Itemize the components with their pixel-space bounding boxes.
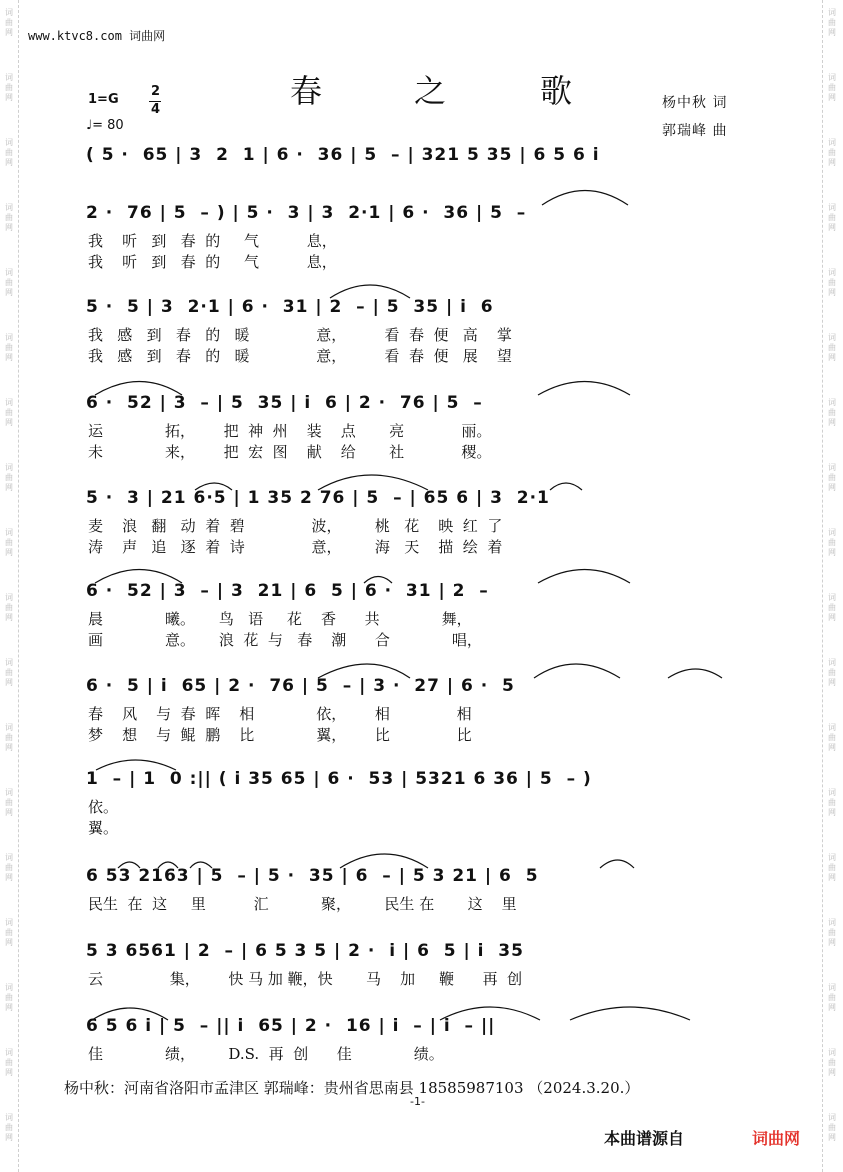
watermark-text: 词 曲 网 — [828, 918, 836, 947]
watermark-text: 词 曲 网 — [5, 398, 13, 427]
watermark-text: 词 曲 网 — [828, 333, 836, 362]
watermark-text: 词 曲 网 — [5, 8, 13, 37]
slur-arc — [668, 669, 722, 678]
lyric-line-1: 依。 — [88, 798, 119, 816]
watermark-text: 词 曲 网 — [5, 593, 13, 622]
watermark-text: 词 曲 网 — [828, 658, 836, 687]
notation-line: 1 – | 1 0 :|| ( i 35 65 | 6 · 53 | 5321 6 36 | 5 – ) — [86, 769, 592, 789]
lyric-line-1: 云 集， 快 马 加 鞭，快 马 加 鞭 再 创 — [88, 970, 523, 988]
notation-line: 5 · 5 | 3 2·1 | 6 · 31 | 2 – | 5 35 | i 6 — [86, 297, 494, 317]
source-label: 本曲谱源自 — [604, 1129, 685, 1148]
notation-line: 5 · 3 | 21 6·5 | 1 35 2 76 | 5 – | 65 6 | 3 2·1 — [86, 488, 550, 508]
notation-line: 5 3 6561 | 2 – | 6 5 3 5 | 2 · i | 6 5 | i 35 — [86, 941, 524, 961]
tempo-mark: ♩= 80 — [86, 118, 124, 133]
watermark-text: 词 曲 网 — [5, 788, 13, 817]
site-url: www.ktvc8.com 词曲网 — [28, 29, 166, 43]
title-char-3: 歌 — [540, 72, 573, 110]
lyric-line-2: 我 听 到 春 的 气 息， — [88, 253, 337, 271]
slur-arc — [550, 483, 582, 490]
time-signature-top: 2 — [151, 84, 161, 99]
lyric-line-1: 春 风 与 春 晖 相 依， 相 相 — [88, 705, 472, 723]
watermark-text: 词 曲 网 — [828, 203, 836, 232]
notation-line: 6 · 5 | i 65 | 2 · 76 | 5 – | 3 · 27 | 6 · 5 — [86, 676, 515, 696]
slur-arc — [534, 664, 620, 678]
lyric-line-2: 翼。 — [88, 819, 119, 837]
notation-line: 2 · 76 | 5 – ) | 5 · 3 | 3 2·1 | 6 · 36 | 5 – — [86, 203, 527, 223]
watermark-text: 词 曲 网 — [828, 1048, 836, 1077]
watermark-text: 词 曲 网 — [5, 983, 13, 1012]
slur-arc — [570, 1007, 690, 1020]
watermark-text: 词 曲 网 — [828, 593, 836, 622]
lyric-line-1: 运 拓， 把 神 州 装 点 亮 丽。 — [88, 422, 492, 440]
watermark-text: 词 曲 网 — [5, 463, 13, 492]
source-brand-logo: 词曲网 — [752, 1129, 801, 1148]
lyric-line-2: 我 感 到 春 的 暖 意， 看 春 便 展 望 — [88, 347, 512, 365]
lyric-line-2: 涛 声 追 逐 着 诗 意， 海 天 描 绘 着 — [88, 538, 503, 556]
lyric-line-1: 我 听 到 春 的 气 息， — [88, 232, 337, 250]
watermark-text: 词 曲 网 — [5, 1113, 13, 1142]
watermark-text: 词 曲 网 — [5, 73, 13, 102]
title-char-2: 之 — [414, 72, 447, 110]
page-number: -1- — [410, 1095, 425, 1108]
watermark-text: 词 曲 网 — [828, 73, 836, 102]
lyricist-credit: 杨中秋 词 — [662, 95, 728, 111]
author-addresses: 杨中秋：河南省洛阳市孟津区 郭瑞峰：贵州省思南县 18585987103 （2024.3.20.） — [64, 1079, 640, 1097]
lyric-line-1: 佳 绩， D.S. 再 创 佳 绩。 — [88, 1045, 444, 1063]
watermark-text: 词 曲 网 — [5, 723, 13, 752]
lyric-line-2: 梦 想 与 鲲 鹏 比 翼， 比 比 — [88, 726, 472, 744]
right-watermark-column — [822, 0, 841, 1172]
watermark-text: 词 曲 网 — [5, 138, 13, 167]
title-char-1: 春 — [290, 72, 323, 110]
watermark-text: 词 曲 网 — [828, 983, 836, 1012]
watermark-text: 词 曲 网 — [828, 528, 836, 557]
watermark-text: 词 曲 网 — [828, 8, 836, 37]
lyric-line-1: 我 感 到 春 的 暖 意， 看 春 便 高 掌 — [88, 326, 512, 344]
slur-arc — [538, 570, 630, 584]
watermark-text: 词 曲 网 — [5, 528, 13, 557]
watermark-text: 词 曲 网 — [828, 1113, 836, 1142]
watermark-text: 词 曲 网 — [828, 723, 836, 752]
watermark-text: 词 曲 网 — [828, 788, 836, 817]
watermark-text: 词 曲 网 — [5, 1048, 13, 1077]
lyric-line-2: 未 来， 把 宏 图 献 给 社 稷。 — [88, 443, 492, 461]
watermark-text: 词 曲 网 — [5, 203, 13, 232]
slur-arc — [538, 382, 630, 396]
watermark-text: 词 曲 网 — [828, 853, 836, 882]
watermark-text: 词 曲 网 — [828, 398, 836, 427]
composer-credit: 郭瑞峰 曲 — [662, 123, 728, 139]
watermark-text: 词 曲 网 — [5, 853, 13, 882]
watermark-text: 词 曲 网 — [5, 658, 13, 687]
watermark-text: 词 曲 网 — [828, 463, 836, 492]
watermark-text: 词 曲 网 — [828, 138, 836, 167]
lyric-line-1: 晨 曦。 鸟 语 花 香 共 舞， — [88, 610, 472, 628]
watermark-text: 词 曲 网 — [828, 268, 836, 297]
notation-line: 6 · 52 | 3 – | 5 35 | i 6 | 2 · 76 | 5 – — [86, 393, 483, 413]
lyric-line-2: 画 意。 浪 花 与 春 潮 合 唱， — [88, 631, 482, 649]
lyric-line-1: 麦 浪 翻 动 着 碧 波， 桃 花 映 红 了 — [88, 517, 503, 535]
lyric-line-1: 民生 在 这 里 汇 聚， 民生 在 这 里 — [88, 895, 517, 913]
notation-line: 6 · 52 | 3 – | 3 21 | 6 5 | 6 · 31 | 2 – — [86, 581, 489, 601]
key-signature: 1=G — [88, 92, 119, 107]
slur-arc — [600, 860, 634, 868]
notation-line: 6 5 6 i | 5 – || i 65 | 2 · 16 | i – | i – || — [86, 1016, 496, 1036]
left-watermark-column — [0, 0, 19, 1172]
slur-arc — [542, 191, 628, 206]
notation-line: ( 5 · 65 | 3 2 1 | 6 · 36 | 5 – | 321 5 35 | 6 5 6 i — [86, 145, 600, 165]
watermark-text: 词 曲 网 — [5, 268, 13, 297]
time-signature-bottom: 4 — [151, 102, 161, 117]
watermark-text: 词 曲 网 — [5, 918, 13, 947]
watermark-text: 词 曲 网 — [5, 333, 13, 362]
notation-line: 6 53 2163 | 5 – | 5 · 35 | 6 – | 5 3 21 | 6 5 — [86, 866, 539, 886]
